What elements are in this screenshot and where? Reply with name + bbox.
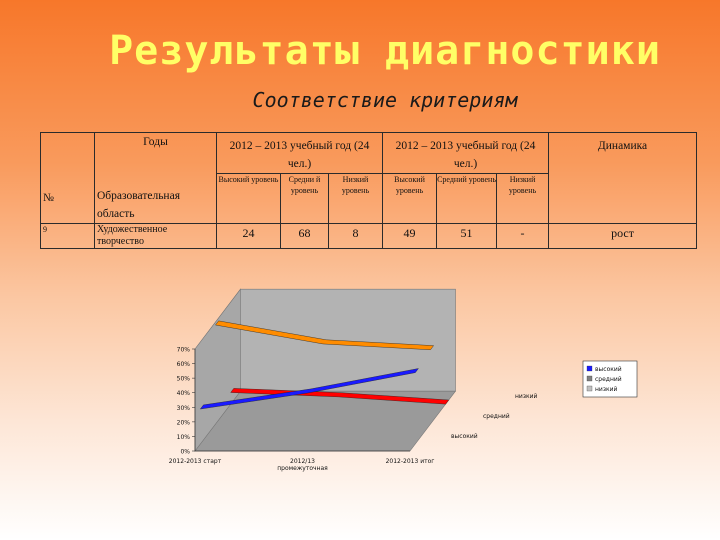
row-dynamics: рост <box>549 224 697 249</box>
page-subtitle: Соответствие критериям <box>252 88 518 112</box>
legend-label: низкий <box>595 386 618 393</box>
number-header-cell <box>41 133 95 174</box>
legend-swatch <box>587 366 592 371</box>
legend-swatch <box>587 386 592 391</box>
dynamics-subheader <box>549 174 697 224</box>
x-tick-label: 2012/13 промежуточная <box>277 458 328 472</box>
y-tick-label: 40% <box>176 390 190 398</box>
depth-label: высокий <box>451 433 478 440</box>
criteria-table <box>40 132 697 249</box>
chart-svg <box>165 283 645 473</box>
value-p2-mid: 51 <box>437 224 497 249</box>
legend-swatch <box>587 376 592 381</box>
x-tick-label: 2012-2013 старт <box>168 458 222 465</box>
legend-label: высокий <box>595 366 622 373</box>
y-tick-label: 10% <box>176 433 190 441</box>
y-tick-label: 30% <box>176 404 190 412</box>
years-header: Годы <box>95 133 217 174</box>
row-area: Художественное творчество <box>95 224 217 249</box>
period1-header: 2012 – 2013 учебный год (24 чел.) <box>217 133 383 174</box>
value-p1-high: 24 <box>217 224 281 249</box>
value-p2-low: - <box>497 224 549 249</box>
y-tick-label: 0% <box>180 448 190 456</box>
p2-level-low: Низкий уровень <box>497 174 549 224</box>
row-number: 9 <box>41 224 95 249</box>
area-header: Образовательная область <box>95 174 217 224</box>
y-tick-label: 70% <box>176 346 190 354</box>
page-title: Результаты диагностики <box>109 28 661 74</box>
value-p1-low: 8 <box>329 224 383 249</box>
p1-level-high: Высокий уровень <box>217 174 281 224</box>
y-tick-label: 20% <box>176 419 190 427</box>
depth-label: низкий <box>515 393 538 400</box>
p2-level-high: Высокий уровень <box>383 174 437 224</box>
results-chart <box>165 283 645 473</box>
y-tick-label: 50% <box>176 375 190 383</box>
value-p1-mid: 68 <box>281 224 329 249</box>
depth-label: средний <box>483 413 510 420</box>
dynamics-header: Динамика <box>549 133 697 174</box>
p1-level-low: Низкий уровень <box>329 174 383 224</box>
y-tick-label: 60% <box>176 361 190 369</box>
period2-header: 2012 – 2013 учебный год (24 чел.) <box>383 133 549 174</box>
value-p2-high: 49 <box>383 224 437 249</box>
legend-label: средний <box>595 376 622 383</box>
p2-level-mid: Средний уровень <box>437 174 497 224</box>
x-tick-label: 2012-2013 итог <box>385 458 435 465</box>
number-header: № <box>41 174 95 224</box>
p1-level-mid: Средни й уровень <box>281 174 329 224</box>
